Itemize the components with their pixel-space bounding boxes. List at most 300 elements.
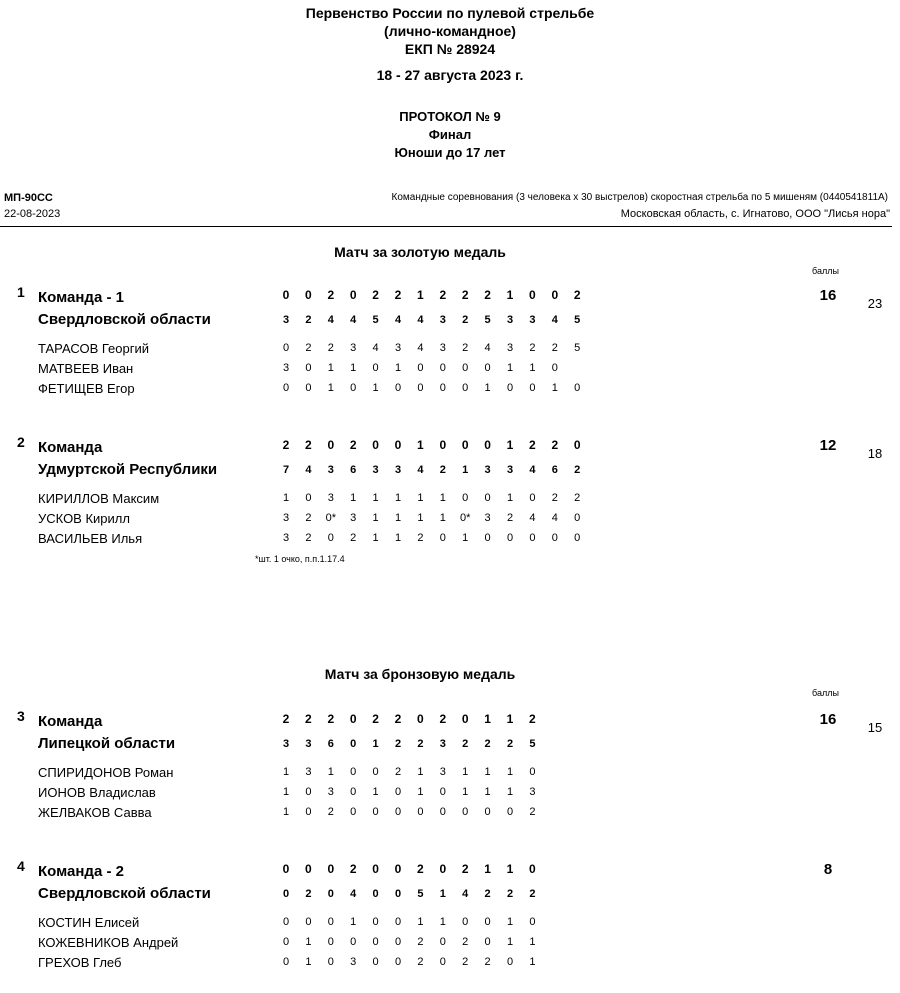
series-points-cell: 1 <box>506 438 514 452</box>
shooter-hits-cell: 0 <box>372 936 379 948</box>
championship-title: Первенство России по пулевой стрельбе <box>305 5 595 21</box>
protocol-date: 22-08-2023 <box>4 208 61 220</box>
shooter-hits-cell: 3 <box>305 766 312 778</box>
shooter-hits-cell: 2 <box>327 342 334 354</box>
shooter-hits-cell: 1 <box>484 382 491 394</box>
shooter-hits-cell: 3 <box>327 492 334 504</box>
series-points-cell: 2 <box>282 438 290 452</box>
shooter-hits-cell: 3 <box>439 342 446 354</box>
team-hits-cell: 3 <box>506 464 514 476</box>
team-hits-cell: 3 <box>372 464 379 476</box>
team-hits-cell: 4 <box>529 464 536 476</box>
shooter-hits-cell: 1 <box>282 786 290 798</box>
shooter-hits-cell: 0 <box>439 786 446 798</box>
shooter-hits-cell: 0 <box>394 382 402 394</box>
shooter-hits-cell: 3 <box>350 956 357 968</box>
team-hits-cell: 5 <box>484 314 491 326</box>
series-points-cell: 2 <box>327 712 335 726</box>
points-column-label: баллы <box>812 688 839 698</box>
shooter-hits-cell: 1 <box>282 492 290 504</box>
shooter-hits-cell: 0 <box>394 786 402 798</box>
shooter-hits-cell: 0 <box>372 916 379 928</box>
venue: Московская область, с. Игнатово, ООО "Лисья нора" <box>620 208 890 220</box>
team-hits-cell: 2 <box>506 888 514 900</box>
shooter-hits-cell: 0 <box>394 916 402 928</box>
team-hits-cell: 2 <box>439 464 446 476</box>
shooter-hits-cell: 0 <box>372 362 379 374</box>
team-hits-cell: 2 <box>574 464 581 476</box>
team-hits-cell: 0 <box>282 888 290 900</box>
shooter-hits-cell: 0 <box>372 806 379 818</box>
series-points-cell: 0 <box>282 288 290 302</box>
shooter-hits-cell: 0 <box>529 382 536 394</box>
team-name-line: Команда - 2 <box>38 863 124 880</box>
match-title: Матч за золотую медаль <box>334 244 506 260</box>
shooter-hits-cell: 2 <box>462 936 469 948</box>
series-points-cell: 0 <box>349 712 357 726</box>
shooter-hits-cell: 0 <box>529 492 536 504</box>
series-points-cell: 0 <box>461 712 469 726</box>
team-total-hits: 23 <box>867 296 883 311</box>
shooter-hits-cell: 1 <box>372 492 379 504</box>
event-description: Командные соревнования (3 человека x 30 выстрелов) скоростная стрельба по 5 мишеням (0440541811А) <box>391 192 888 203</box>
series-points-cell: 0 <box>417 712 424 726</box>
shooter-hits-cell: 1 <box>484 766 491 778</box>
shooter-name: ЖЕЛВАКОВ Савва <box>38 805 152 820</box>
series-points-cell: 0 <box>394 862 402 876</box>
team-hits-cell: 3 <box>305 738 312 750</box>
shooter-hits-cell: 0 <box>484 532 491 544</box>
team-hits-cell: 5 <box>372 314 379 326</box>
team-hits-cell: 1 <box>439 888 446 900</box>
series-points-cell: 0 <box>529 862 536 876</box>
shooter-hits-cell: 2 <box>305 532 312 544</box>
shooter-hits-cell: 2 <box>529 342 536 354</box>
shooter-hits-cell: 1 <box>417 492 424 504</box>
shooter-hits-cell: 2 <box>551 492 558 504</box>
shooter-hits-cell: 1 <box>439 492 446 504</box>
team-hits-cell: 4 <box>417 464 424 476</box>
team-hits-cell: 2 <box>417 738 424 750</box>
series-points-cell: 2 <box>349 862 357 876</box>
shooter-hits-cell: 1 <box>529 362 536 374</box>
team-hits-cell: 1 <box>462 464 469 476</box>
shooter-hits-cell: 5 <box>574 342 581 354</box>
shooter-hits-cell: 0 <box>574 512 581 524</box>
shooter-hits-cell: 0 <box>282 916 290 928</box>
shooter-hits-cell: 0 <box>484 492 491 504</box>
team-name-line: Команда <box>38 713 103 730</box>
team-hits-cell: 4 <box>551 314 558 326</box>
team-hits-cell: 5 <box>574 314 581 326</box>
shooter-hits-cell: 0 <box>439 936 446 948</box>
team-name-line: Липецкой области <box>38 735 176 752</box>
team-hits-cell: 3 <box>506 314 514 326</box>
team-hits-cell: 3 <box>282 738 290 750</box>
shooter-hits-cell: 1 <box>372 512 379 524</box>
shooter-hits-cell: 0 <box>439 362 446 374</box>
shooter-hits-cell: 0 <box>327 936 334 948</box>
team-hits-cell: 3 <box>394 464 402 476</box>
shooter-hits-cell: 4 <box>529 512 536 524</box>
shooter-hits-cell: 3 <box>506 342 514 354</box>
team-hits-cell: 2 <box>506 738 514 750</box>
shooter-hits-cell: 0 <box>506 382 514 394</box>
series-points-cell: 0 <box>529 288 536 302</box>
team-name-line: Команда - 1 <box>38 289 124 306</box>
shooter-hits-cell: 1 <box>394 492 402 504</box>
shooter-hits-cell: 0 <box>394 956 402 968</box>
shooter-hits-cell: 3 <box>484 512 491 524</box>
team-hits-cell: 4 <box>327 314 334 326</box>
team-hits-cell: 4 <box>417 314 424 326</box>
shooter-hits-cell: 1 <box>506 786 514 798</box>
shooter-hits-cell: 0 <box>350 806 357 818</box>
series-points-cell: 1 <box>484 712 491 726</box>
team-total-points: 8 <box>823 861 833 878</box>
series-points-cell: 0 <box>305 288 312 302</box>
shooter-hits-cell: 0 <box>439 382 446 394</box>
shooter-hits-cell: 0 <box>327 532 334 544</box>
team-total-points: 16 <box>819 711 837 728</box>
team-hits-cell: 3 <box>282 314 290 326</box>
team-hits-cell: 6 <box>327 738 334 750</box>
shooter-hits-cell: 2 <box>462 956 469 968</box>
team-total-points: 12 <box>819 437 837 454</box>
shooter-hits-cell: 1 <box>506 492 514 504</box>
shooter-hits-cell: 2 <box>529 806 536 818</box>
shooter-hits-cell: 2 <box>462 342 469 354</box>
series-points-cell: 0 <box>305 862 312 876</box>
shooter-hits-cell: 4 <box>484 342 491 354</box>
series-points-cell: 0 <box>439 862 447 876</box>
shooter-name: ТАРАСОВ Георгий <box>38 341 149 356</box>
shooter-hits-cell: 0 <box>350 766 357 778</box>
series-points-cell: 1 <box>484 862 491 876</box>
shooter-hits-cell: 4 <box>417 342 424 354</box>
shooter-hits-cell: 1 <box>372 382 379 394</box>
shooter-hits-cell: 0 <box>282 936 290 948</box>
shooter-name: ФЕТИЩЕВ Егор <box>38 381 135 396</box>
shooter-hits-cell: 0 <box>484 936 491 948</box>
shooter-hits-cell: 3 <box>350 342 357 354</box>
event-dates: 18 - 27 августа 2023 г. <box>376 67 524 83</box>
shooter-hits-cell: 0 <box>282 382 290 394</box>
series-points-cell: 0 <box>551 288 559 302</box>
series-points-cell: 0 <box>573 438 581 452</box>
team-hits-cell: 3 <box>327 464 334 476</box>
shooter-hits-cell: 3 <box>529 786 536 798</box>
team-rank: 3 <box>17 708 25 724</box>
shooter-name: КОЖЕВНИКОВ Андрей <box>38 935 179 950</box>
team-hits-cell: 4 <box>350 314 357 326</box>
series-points-cell: 2 <box>372 712 379 726</box>
shooter-hits-cell: 2 <box>417 936 424 948</box>
team-hits-cell: 2 <box>394 738 402 750</box>
points-column-label: баллы <box>812 266 839 276</box>
shooter-hits-cell: 0 <box>350 936 357 948</box>
shooter-hits-cell: 3 <box>394 342 402 354</box>
shooter-hits-cell: 0 <box>529 916 536 928</box>
shooter-hits-cell: 1 <box>551 382 558 394</box>
shooter-name: КИРИЛЛОВ Максим <box>38 491 160 506</box>
shooter-hits-cell: 1 <box>327 362 334 374</box>
series-points-cell: 2 <box>282 712 290 726</box>
shooter-hits-cell: 1 <box>484 786 491 798</box>
team-hits-cell: 0 <box>327 888 334 900</box>
shooter-hits-cell: 0 <box>439 956 446 968</box>
shooter-hits-cell: 0 <box>305 492 312 504</box>
series-points-cell: 2 <box>394 288 402 302</box>
shooter-hits-cell: 0 <box>462 916 469 928</box>
shooter-hits-cell: 1 <box>394 362 402 374</box>
team-total-points: 16 <box>819 287 837 304</box>
shooter-hits-cell: 0 <box>372 766 379 778</box>
shooter-hits-cell: 3 <box>327 786 334 798</box>
shooter-hits-cell: 0 <box>439 806 446 818</box>
shooter-hits-cell: 0 <box>305 362 312 374</box>
shooter-hits-cell: 1 <box>417 916 424 928</box>
shooter-hits-cell: 1 <box>462 786 469 798</box>
series-points-cell: 2 <box>461 862 469 876</box>
shooter-hits-cell: 0 <box>394 936 402 948</box>
shooter-name: КОСТИН Елисей <box>38 915 140 930</box>
protocol-number: ПРОТОКОЛ № 9 <box>399 109 501 124</box>
team-hits-cell: 2 <box>462 738 469 750</box>
shooter-hits-cell: 0 <box>372 956 379 968</box>
team-total-hits: 15 <box>867 720 883 735</box>
series-points-cell: 0 <box>349 288 357 302</box>
series-points-cell: 2 <box>439 288 447 302</box>
shooter-hits-cell: 2 <box>305 512 312 524</box>
series-points-cell: 2 <box>529 438 536 452</box>
shooter-hits-cell: 0 <box>506 956 514 968</box>
series-points-cell: 2 <box>461 288 469 302</box>
team-hits-cell: 3 <box>439 738 446 750</box>
shooter-hits-cell: 0 <box>305 786 312 798</box>
shooter-hits-cell: 1 <box>327 766 334 778</box>
shooter-hits-cell: 3 <box>282 532 290 544</box>
shooter-hits-cell: 1 <box>305 956 312 968</box>
shooter-hits-cell: 1 <box>439 512 446 524</box>
shooter-hits-cell: 0 <box>551 532 558 544</box>
shooter-hits-cell: 2 <box>574 492 581 504</box>
team-hits-cell: 4 <box>350 888 357 900</box>
team-hits-cell: 5 <box>529 738 536 750</box>
shooter-hits-cell: 2 <box>305 342 312 354</box>
shooter-hits-cell: 1 <box>350 492 357 504</box>
team-hits-cell: 4 <box>394 314 402 326</box>
shooter-hits-cell: 0 <box>462 382 469 394</box>
series-points-cell: 1 <box>417 288 424 302</box>
shooter-hits-cell: 0* <box>325 512 336 524</box>
series-points-cell: 0 <box>394 438 402 452</box>
series-points-cell: 2 <box>305 438 312 452</box>
shooter-name: ИОНОВ Владислав <box>38 785 156 800</box>
shooter-hits-cell: 0 <box>462 492 469 504</box>
shooter-hits-cell: 0 <box>484 916 491 928</box>
series-points-cell: 0 <box>327 862 335 876</box>
series-points-cell: 0 <box>461 438 469 452</box>
shooter-hits-cell: 0 <box>506 806 514 818</box>
shooter-hits-cell: 1 <box>282 806 290 818</box>
team-hits-cell: 4 <box>462 888 469 900</box>
team-hits-cell: 3 <box>529 314 536 326</box>
shooter-hits-cell: 0 <box>305 916 312 928</box>
shooter-hits-cell: 0 <box>305 806 312 818</box>
shooter-hits-cell: 0 <box>327 916 334 928</box>
shooter-hits-cell: 0 <box>417 362 424 374</box>
shooter-hits-cell: 0 <box>484 806 491 818</box>
team-hits-cell: 0 <box>350 738 357 750</box>
discipline-code: МП-90СС <box>4 192 53 204</box>
series-points-cell: 2 <box>573 288 581 302</box>
series-points-cell: 1 <box>506 288 514 302</box>
footnote: *шт. 1 очко, п.п.1.17.4 <box>255 554 345 564</box>
shooter-hits-cell: 1 <box>282 766 290 778</box>
shooter-hits-cell: 1 <box>506 936 514 948</box>
shooter-hits-cell: 1 <box>305 936 312 948</box>
team-rank: 1 <box>17 284 25 300</box>
shooter-hits-cell: 0 <box>529 532 536 544</box>
shooter-hits-cell: 0 <box>551 362 558 374</box>
shooter-hits-cell: 2 <box>551 342 558 354</box>
shooter-hits-cell: 1 <box>506 766 514 778</box>
shooter-hits-cell: 0 <box>574 382 581 394</box>
shooter-hits-cell: 1 <box>529 956 536 968</box>
team-rank: 4 <box>17 858 25 874</box>
series-points-cell: 1 <box>417 438 424 452</box>
team-hits-cell: 2 <box>484 738 491 750</box>
shooter-hits-cell: 1 <box>417 766 424 778</box>
shooter-hits-cell: 2 <box>417 956 424 968</box>
team-hits-cell: 2 <box>484 888 491 900</box>
series-points-cell: 2 <box>529 712 536 726</box>
shooter-hits-cell: 0 <box>529 766 536 778</box>
team-hits-cell: 6 <box>350 464 357 476</box>
team-rank: 2 <box>17 434 25 450</box>
series-points-cell: 0 <box>484 438 491 452</box>
shooter-hits-cell: 0 <box>350 382 357 394</box>
shooter-hits-cell: 1 <box>506 362 514 374</box>
team-hits-cell: 0 <box>394 888 402 900</box>
shooter-hits-cell: 1 <box>462 766 469 778</box>
shooter-hits-cell: 1 <box>394 512 402 524</box>
shooter-hits-cell: 2 <box>506 512 514 524</box>
shooter-hits-cell: 4 <box>372 342 379 354</box>
match-title: Матч за бронзовую медаль <box>324 666 516 682</box>
series-points-cell: 0 <box>372 438 379 452</box>
team-hits-cell: 1 <box>372 738 379 750</box>
series-points-cell: 0 <box>327 438 335 452</box>
series-points-cell: 2 <box>394 712 402 726</box>
shooter-hits-cell: 1 <box>394 532 402 544</box>
shooter-hits-cell: 0 <box>417 382 424 394</box>
team-hits-cell: 5 <box>417 888 424 900</box>
team-hits-cell: 2 <box>305 888 312 900</box>
shooter-hits-cell: 2 <box>350 532 357 544</box>
shooter-hits-cell: 1 <box>462 532 469 544</box>
shooter-hits-cell: 0 <box>305 382 312 394</box>
shooter-hits-cell: 3 <box>282 512 290 524</box>
ekp-number: ЕКП № 28924 <box>404 41 496 57</box>
shooter-hits-cell: 3 <box>439 766 446 778</box>
shooter-hits-cell: 0 <box>484 362 491 374</box>
team-name-line: Удмуртской Республики <box>38 461 218 478</box>
shooter-hits-cell: 0 <box>417 806 424 818</box>
shooter-hits-cell: 1 <box>372 786 379 798</box>
shooter-hits-cell: 1 <box>439 916 446 928</box>
shooter-hits-cell: 3 <box>282 362 290 374</box>
shooter-hits-cell: 2 <box>417 532 424 544</box>
shooter-hits-cell: 1 <box>350 362 357 374</box>
series-points-cell: 2 <box>417 862 424 876</box>
shooter-hits-cell: 1 <box>372 532 379 544</box>
shooter-hits-cell: 2 <box>327 806 334 818</box>
series-points-cell: 2 <box>305 712 312 726</box>
team-hits-cell: 2 <box>462 314 469 326</box>
series-points-cell: 1 <box>506 712 514 726</box>
team-hits-cell: 3 <box>484 464 491 476</box>
shooter-name: ГРЕХОВ Глеб <box>38 955 122 970</box>
team-hits-cell: 4 <box>305 464 312 476</box>
team-hits-cell: 3 <box>439 314 446 326</box>
series-points-cell: 2 <box>372 288 379 302</box>
header-divider <box>0 226 892 227</box>
shooter-hits-cell: 0 <box>282 342 290 354</box>
shooter-hits-cell: 0 <box>439 532 446 544</box>
shooter-name: УСКОВ Кирилл <box>38 511 130 526</box>
shooter-name: МАТВЕЕВ Иван <box>38 361 134 376</box>
shooter-hits-cell: 0 <box>282 956 290 968</box>
protocol-category: Юноши до 17 лет <box>394 145 506 160</box>
shooter-hits-cell: 4 <box>551 512 558 524</box>
series-points-cell: 2 <box>327 288 335 302</box>
series-points-cell: 0 <box>372 862 379 876</box>
series-points-cell: 2 <box>349 438 357 452</box>
shooter-hits-cell: 0* <box>459 512 471 524</box>
team-hits-cell: 6 <box>551 464 558 476</box>
series-points-cell: 2 <box>439 712 447 726</box>
shooter-hits-cell: 2 <box>394 766 402 778</box>
shooter-hits-cell: 1 <box>506 916 514 928</box>
shooter-hits-cell: 0 <box>574 532 581 544</box>
shooter-hits-cell: 0 <box>506 532 514 544</box>
team-hits-cell: 7 <box>282 464 290 476</box>
series-points-cell: 1 <box>506 862 514 876</box>
series-points-cell: 2 <box>484 288 491 302</box>
shooter-hits-cell: 1 <box>417 786 424 798</box>
team-hits-cell: 0 <box>372 888 379 900</box>
shooter-hits-cell: 1 <box>529 936 536 948</box>
team-name-line: Команда <box>38 439 103 456</box>
shooter-hits-cell: 3 <box>350 512 357 524</box>
shooter-hits-cell: 0 <box>462 362 469 374</box>
shooter-hits-cell: 0 <box>350 786 357 798</box>
series-points-cell: 2 <box>551 438 559 452</box>
shooter-hits-cell: 0 <box>327 956 334 968</box>
series-points-cell: 0 <box>439 438 447 452</box>
team-hits-cell: 2 <box>529 888 536 900</box>
protocol-stage: Финал <box>428 127 472 142</box>
team-name-line: Свердловской области <box>38 311 211 328</box>
shooter-hits-cell: 1 <box>350 916 357 928</box>
team-hits-cell: 2 <box>305 314 312 326</box>
team-total-hits: 18 <box>867 446 883 461</box>
shooter-hits-cell: 2 <box>484 956 491 968</box>
shooter-name: ВАСИЛЬЕВ Илья <box>38 531 143 546</box>
shooter-hits-cell: 0 <box>462 806 469 818</box>
